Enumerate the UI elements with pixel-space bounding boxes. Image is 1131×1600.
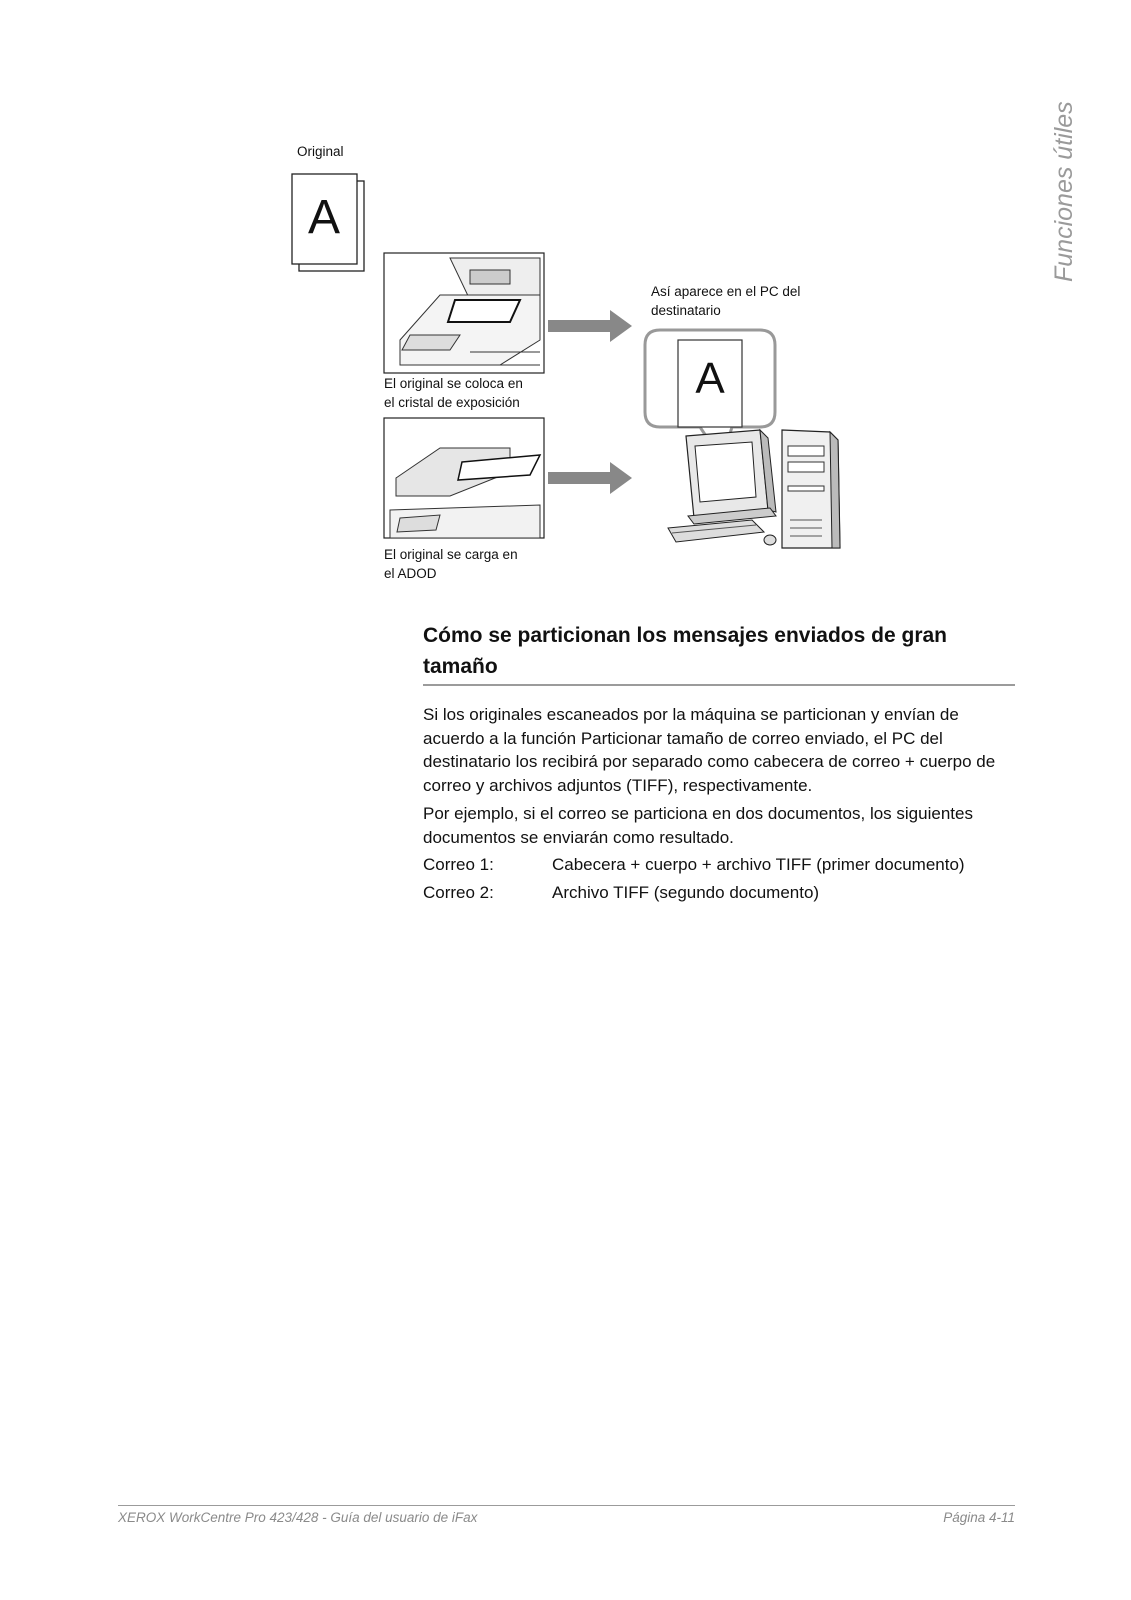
caption-recipient-line2: destinatario <box>651 303 721 318</box>
caption-recipient-line1: Así aparece en el PC del <box>651 284 801 299</box>
caption-original: Original <box>297 144 344 159</box>
caption-glass-line1: El original se coloca en <box>384 376 523 391</box>
arrow-right-icon <box>548 310 632 342</box>
mail-row-2-value: Archivo TIFF (segundo documento) <box>552 883 820 902</box>
scan-to-pc-illustration <box>0 0 1131 600</box>
footer-title: XEROX WorkCentre Pro 423/428 - Guía del usuario de iFax <box>118 1510 478 1525</box>
footer-divider <box>118 1505 1015 1506</box>
side-tab-label: Funciones útiles <box>1050 101 1078 282</box>
arrow-right-icon-2 <box>548 462 632 494</box>
paragraph-1: Si los originales escaneados por la máquina se particionan y envían de acuerdo a la función Particionar tamaño de correo enviado, el PC del destinatario los recibirá por separado como cabecera de correo + cuerpo de correo y archivos adjuntos (TIFF), respectivamente. <box>423 705 996 795</box>
screen-letter: A <box>695 354 725 403</box>
mail-row-1-label: Correo 1: <box>423 855 494 874</box>
computer-icon <box>668 430 840 548</box>
paragraph-2: Por ejemplo, si el correo se particiona en dos documentos, los siguientes documentos se enviarán como resultado. <box>423 804 973 847</box>
section-heading: Cómo se particionan los mensajes enviados de gran tamaño <box>423 624 947 678</box>
mail-row-2-label: Correo 2: <box>423 883 494 902</box>
heading-divider <box>423 684 1015 686</box>
caption-adod-line2: el ADOD <box>384 566 437 581</box>
footer-page-number: Página 4-11 <box>943 1510 1015 1525</box>
original-document-icon <box>292 174 364 271</box>
adod-scanner-icon <box>384 418 544 538</box>
mail-row-1-value: Cabecera + cuerpo + archivo TIFF (primer documento) <box>552 855 965 874</box>
original-letter: A <box>307 191 341 244</box>
caption-glass-line2: el cristal de exposición <box>384 395 520 410</box>
glass-scanner-icon <box>384 253 544 373</box>
caption-adod-line1: El original se carga en <box>384 547 518 562</box>
